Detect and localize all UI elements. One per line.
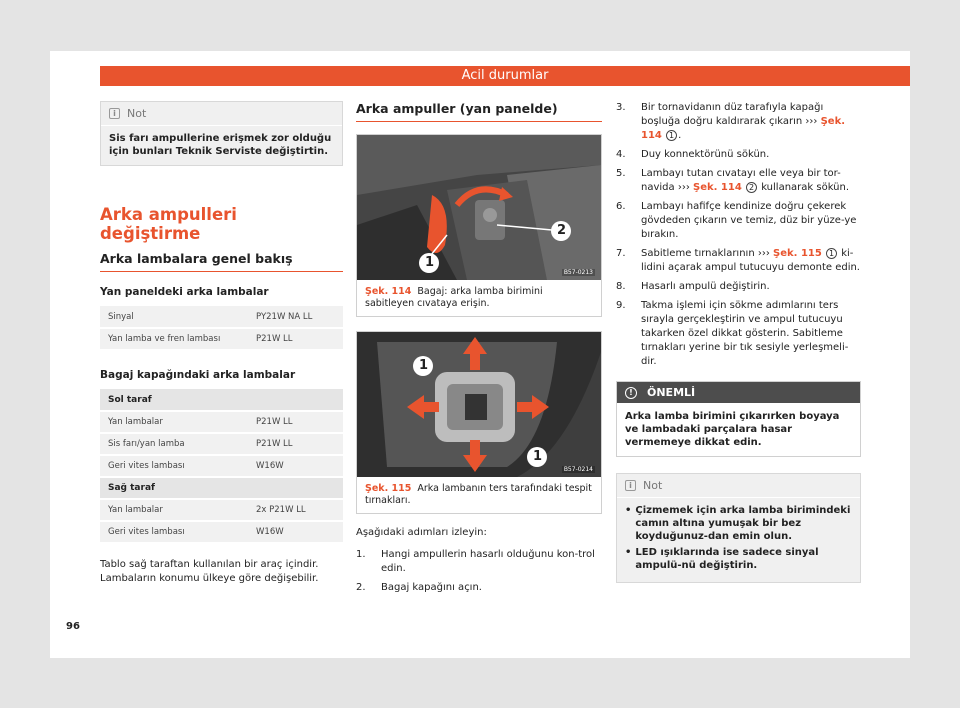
figure-ref-link[interactable]: Şek. 114 — [693, 182, 742, 193]
list-item: 6. Lambayı hafifçe kendinize doğru çekerek gövdeden çıkarın ve temiz, düz bir yüze-ye bırakın. — [616, 201, 857, 240]
trunk-drawing — [357, 135, 601, 280]
column-right — [616, 101, 861, 583]
callout-badge: 2 — [746, 182, 757, 193]
steps-list-continued — [616, 101, 861, 369]
table-row: Yan lambalar P21W LL — [100, 411, 343, 433]
note-box-2 — [616, 473, 861, 583]
marker-2: 2 — [557, 223, 567, 238]
trunk-lid-title: Bagaj kapağındaki arka lambalar — [100, 369, 296, 381]
info-icon: i — [109, 108, 120, 119]
list-item: 7. Sabitleme tırnaklarının ››› Şek. 115 1 ki-lidini açarak ampul tutucuyu demonte edin. — [616, 248, 860, 273]
section-title: Arka ampulleri değiştirme — [100, 205, 237, 243]
figure-114 — [356, 134, 602, 317]
warning-box — [616, 381, 861, 457]
trunk-illustration — [357, 135, 601, 280]
list-item: • LED ışıklarında ise sadece sinyal ampulü-nü değiştirin. — [625, 547, 819, 571]
rear-bulbs-title: Arka ampuller (yan panelde) — [356, 101, 602, 122]
list-item: • Çizmemek için arka lamba birimindeki camın altına yumuşak bir bez koyduğunuz-dan emin olun. — [625, 505, 851, 542]
warning-title: ÖNEMLİ — [647, 386, 696, 399]
figure-caption: Şek. 114 Bagaj: arka lamba birimini sabitleyen cıvataya erişin. — [365, 286, 543, 309]
column-middle — [356, 101, 602, 600]
list-item: 8. Hasarlı ampulü değiştirin. — [616, 281, 770, 292]
table-subheader: Sağ taraf — [100, 477, 343, 499]
steps-list-start — [356, 548, 602, 595]
info-icon: i — [625, 480, 636, 491]
figure-code: B57-0214 — [563, 466, 593, 473]
callout-badge: 1 — [826, 248, 837, 259]
side-panel-title: Yan paneldeki arka lambalar — [100, 286, 269, 298]
list-item: 9. Takma işlemi için sökme adımlarını ters sırayla gerçekleştirin ve ampul tutucuyu takarken özel dikkat gösterin. Sabitleme tırnakları yerine bir tık sesiyle yerleşmeli-dir. — [616, 300, 849, 367]
warning-icon: ! — [625, 387, 637, 399]
list-item: 5. Lambayı tutan cıvatayı elle veya bir tor-navida ››› Şek. 114 2 kullanarak sökün. — [616, 168, 850, 193]
list-item: 4. Duy konnektörünü sökün. — [616, 149, 770, 160]
note-title: Not — [643, 479, 663, 492]
note-title: Not — [127, 107, 147, 120]
page-number: 96 — [66, 621, 80, 632]
figure-caption: Şek. 115 Arka lambanın ters tarafındaki tespit tırnakları. — [365, 483, 592, 506]
figure-code: B57-0213 — [563, 269, 593, 276]
column-left — [100, 101, 343, 586]
note-box — [100, 101, 343, 166]
table-row: Geri vites lambası W16W — [100, 521, 343, 543]
table-row: Yan lamba ve fren lambası P21W LL — [100, 328, 343, 350]
warning-text: Arka lamba birimini çıkarırken boyaya ve lambadaki parçalara hasar vermemeye dikkat edin. — [625, 411, 840, 448]
list-item: 1. Hangi ampullerin hasarlı olduğunu kon-trol edin. — [356, 549, 595, 574]
manual-page — [50, 51, 910, 658]
section-header: Acil durumlar — [100, 66, 910, 86]
figure-115 — [356, 331, 602, 514]
lamp-illustration — [357, 332, 601, 477]
marker-1-top: 1 — [419, 358, 429, 373]
list-item: 3. Bir tornavidanın düz tarafıyla kapağı boşluğa doğru kaldırarak çıkarın ››› Şek. 114 1 . — [616, 102, 846, 141]
list-item: 2. Bagaj kapağını açın. — [356, 582, 482, 593]
table-row: Sinyal PY21W NA LL — [100, 306, 343, 328]
trunk-lid-table — [100, 389, 343, 544]
table-row: Geri vites lambası W16W — [100, 455, 343, 477]
callout-badge: 1 — [666, 130, 677, 141]
table-subheader: Sol taraf — [100, 389, 343, 411]
figure-ref-link[interactable]: Şek. 115 — [773, 248, 822, 259]
table-summary: Tablo sağ taraftan kullanılan bir araç içindir. Lambaların konumu ülkeye göre değişebilir. — [100, 559, 319, 584]
section-subtitle: Arka lambalara genel bakış — [100, 251, 343, 272]
table-row: Yan lambalar 2x P21W LL — [100, 499, 343, 521]
marker-1: 1 — [425, 255, 435, 270]
marker-1-bottom: 1 — [533, 449, 543, 464]
figure-ref-link[interactable]: Şek. 114 — [641, 116, 846, 141]
table-row: Sis farı/yan lamba P21W LL — [100, 433, 343, 455]
side-panel-table — [100, 306, 343, 351]
lamp-drawing — [357, 332, 601, 477]
steps-intro: Aşağıdaki adımları izleyin: — [356, 527, 487, 538]
note-text: Sis farı ampullerine erişmek zor olduğu için bunları Teknik Serviste değiştirtin. — [109, 133, 332, 157]
